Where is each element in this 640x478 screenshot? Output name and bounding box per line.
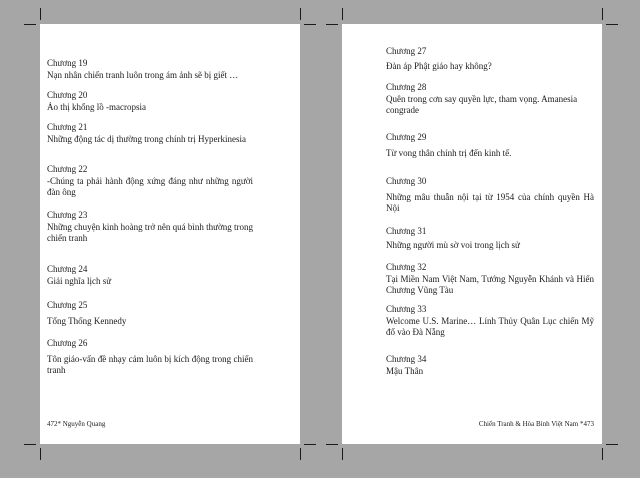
chapter-number: Chương 19 bbox=[47, 58, 88, 68]
chapter-title: Tổng Thống Kennedy bbox=[47, 315, 127, 326]
left-page bbox=[40, 24, 300, 444]
toc-entry bbox=[386, 226, 594, 251]
crop-mark bbox=[606, 444, 618, 445]
crop-mark bbox=[342, 448, 343, 460]
chapter-title: Mậu Thân bbox=[386, 365, 424, 376]
toc-entry bbox=[386, 262, 594, 297]
toc-entry bbox=[386, 176, 594, 215]
chapter-number: Chương 32 bbox=[386, 262, 427, 272]
chapter-number: Chương 30 bbox=[386, 176, 427, 186]
toc-entry bbox=[386, 46, 594, 72]
chapter-title: Từ vong thân chính trị đến kinh tế. bbox=[386, 147, 512, 158]
crop-mark bbox=[342, 8, 343, 20]
toc-entry bbox=[47, 122, 253, 145]
crop-mark bbox=[300, 8, 301, 20]
chapter-title: Đàn áp Phật giáo hay không? bbox=[386, 60, 492, 71]
chapter-number: Chương 20 bbox=[47, 90, 88, 100]
toc-entry bbox=[47, 338, 253, 377]
chapter-title: Nạn nhân chiến tranh luôn trong ám ảnh sẽ bị giết … bbox=[47, 69, 239, 80]
chapter-title: Những mâu thuẫn nội tại từ 1954 của chính quyền Hà Nội bbox=[386, 191, 594, 213]
toc-entry bbox=[47, 90, 253, 113]
toc-entry bbox=[386, 132, 594, 159]
toc-entry bbox=[386, 354, 594, 377]
crop-mark bbox=[24, 24, 36, 25]
chapter-number: Chương 25 bbox=[47, 300, 88, 310]
chapter-number: Chương 26 bbox=[47, 338, 88, 348]
chapter-title: Những chuyện kinh hoàng trở nên quá bình thường trong chiến tranh bbox=[47, 221, 253, 243]
crop-mark bbox=[24, 444, 36, 445]
chapter-number: Chương 33 bbox=[386, 304, 427, 314]
crop-mark bbox=[304, 24, 316, 25]
toc-entry bbox=[386, 82, 594, 117]
chapter-number: Chương 21 bbox=[47, 122, 88, 132]
chapter-number: Chương 24 bbox=[47, 264, 88, 274]
page-footer: 472* Nguyễn Quang bbox=[47, 420, 106, 428]
crop-mark bbox=[602, 448, 603, 460]
chapter-title: Welcome U.S. Marine… Lính Thủy Quân Lục chiến Mỹ đổ vào Đà Nẵng bbox=[386, 315, 594, 337]
chapter-title: Quên trong cơn say quyền lực, tham vọng. Amanesia congrade bbox=[386, 93, 578, 115]
chapter-title: -Chúng ta phải hành động xứng đáng như những người đàn ông bbox=[47, 175, 253, 197]
toc-entry bbox=[47, 264, 253, 287]
crop-mark bbox=[300, 448, 301, 460]
toc-entry bbox=[47, 164, 253, 199]
crop-mark bbox=[40, 448, 41, 460]
crop-mark bbox=[304, 444, 316, 445]
toc-entry bbox=[386, 304, 594, 339]
crop-mark bbox=[326, 24, 338, 25]
chapter-number: Chương 29 bbox=[386, 132, 427, 142]
chapter-number: Chương 34 bbox=[386, 354, 427, 364]
crop-mark bbox=[602, 8, 603, 20]
page-footer: Chiến Tranh & Hòa Bình Việt Nam *473 bbox=[478, 420, 594, 428]
chapter-number: Chương 27 bbox=[386, 46, 427, 56]
chapter-number: Chương 22 bbox=[47, 164, 88, 174]
toc-entry bbox=[47, 210, 253, 245]
crop-mark bbox=[606, 24, 618, 25]
crop-mark bbox=[326, 444, 338, 445]
crop-mark bbox=[40, 8, 41, 20]
chapter-title: Những người mù sờ voi trong lịch sử bbox=[386, 239, 520, 250]
chapter-title: Tại Miền Nam Việt Nam, Tướng Nguyễn Khánh và Hiến Chương Vũng Tàu bbox=[386, 273, 594, 295]
right-page bbox=[342, 24, 602, 444]
chapter-number: Chương 28 bbox=[386, 82, 427, 92]
chapter-title: Những động tác dị thường trong chính trị Hyperkinesia bbox=[47, 133, 246, 144]
chapter-title: Giải nghĩa lịch sử bbox=[47, 275, 112, 286]
toc-entry bbox=[47, 58, 253, 81]
toc-entry bbox=[47, 300, 253, 327]
chapter-number: Chương 31 bbox=[386, 226, 427, 236]
chapter-number: Chương 23 bbox=[47, 210, 88, 220]
chapter-title: Ảo thị khổng lồ -macropsia bbox=[47, 101, 146, 112]
chapter-title: Tôn giáo-vấn đề nhạy cảm luôn bị kích động trong chiến tranh bbox=[47, 353, 253, 375]
